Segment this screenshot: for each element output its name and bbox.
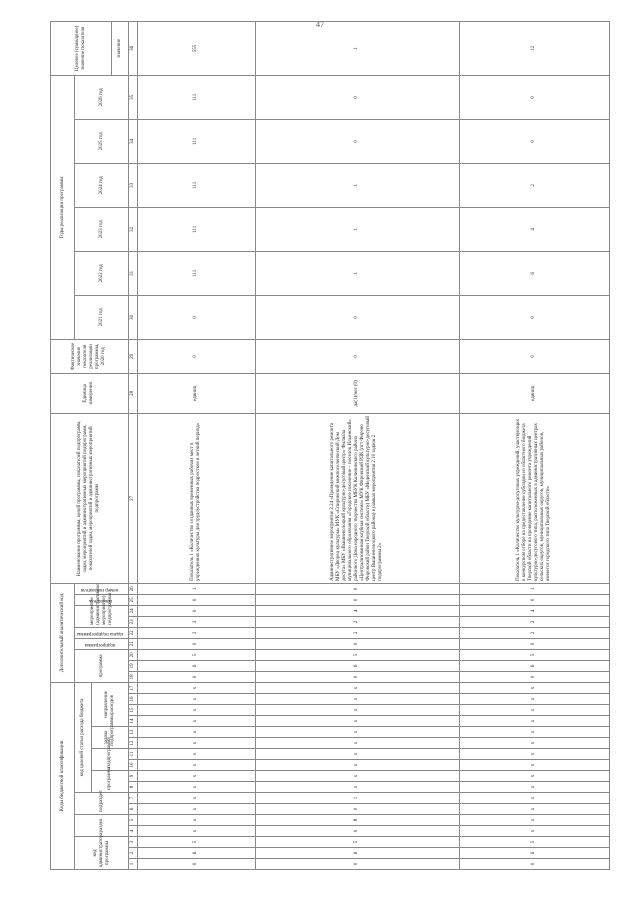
column-number: 7 bbox=[128, 793, 137, 804]
column-number: 13 bbox=[128, 727, 137, 738]
code-cell: 0 bbox=[255, 583, 459, 594]
value-2024: 1 bbox=[255, 163, 459, 207]
code-cell: х bbox=[255, 705, 459, 716]
column-number: 14 bbox=[128, 716, 137, 727]
code-cell: х bbox=[255, 716, 459, 727]
code-cell: 0 bbox=[255, 671, 459, 682]
header-ext-indicator-no: номер показателя bbox=[75, 583, 128, 594]
code-cell: 0 bbox=[255, 826, 459, 837]
value-2024: 111 bbox=[137, 163, 255, 207]
code-cell: 4 bbox=[459, 605, 609, 616]
unit-cell: да(1)/нет (0) bbox=[255, 373, 459, 413]
unit-cell: единиц bbox=[459, 373, 609, 413]
code-cell: 5 bbox=[137, 649, 255, 660]
code-cell: х bbox=[255, 749, 459, 760]
value-2021: 0 bbox=[255, 295, 459, 339]
code-cell: х bbox=[137, 694, 255, 705]
code-cell: 5 bbox=[459, 649, 609, 660]
column-number: 18 bbox=[128, 671, 137, 682]
code-cell: 2 bbox=[255, 627, 459, 638]
code-cell: х bbox=[137, 760, 255, 771]
table-row bbox=[459, 21, 609, 869]
header-extra-code: Дополнительный аналитический код bbox=[51, 583, 75, 682]
column-number: 17 bbox=[128, 682, 137, 693]
code-cell: х bbox=[137, 705, 255, 716]
code-cell: х bbox=[459, 826, 609, 837]
code-cell: х bbox=[459, 694, 609, 705]
code-cell: 2 bbox=[459, 627, 609, 638]
column-number: 10 bbox=[128, 760, 137, 771]
column-number: 25 bbox=[128, 594, 137, 605]
code-cell: 0 bbox=[137, 859, 255, 870]
header-years: Годы реализации программы bbox=[51, 75, 75, 339]
code-cell: 6 bbox=[459, 660, 609, 671]
code-cell: х bbox=[137, 682, 255, 693]
header-budget-codes: Коды бюджетной классификации bbox=[51, 682, 75, 869]
column-number: 22 bbox=[128, 627, 137, 638]
code-cell: х bbox=[255, 782, 459, 793]
header-name: Наименование программы, целей программы, показателей подпрограмм, задач, мероприятий и административных мероприятий подпрограмм, показателей задач, мероприятий и административных мероприятий подпрограмм bbox=[51, 413, 129, 583]
header-ext-program: программа bbox=[75, 649, 128, 682]
header-2022: 2022 год bbox=[75, 251, 128, 295]
value-2024: 2 bbox=[459, 163, 609, 207]
code-cell: х bbox=[459, 815, 609, 826]
value-2026: 0 bbox=[255, 75, 459, 119]
landscape-table bbox=[50, 25, 610, 870]
code-cell: х bbox=[459, 738, 609, 749]
code-cell: х bbox=[459, 716, 609, 727]
column-number: 3 bbox=[128, 837, 137, 848]
header-actual: Фактическое значение показателя реализации программы, 2020 год bbox=[51, 339, 129, 373]
code-cell: х bbox=[137, 727, 255, 738]
target-cell: 1 bbox=[255, 21, 459, 75]
value-2026: 0 bbox=[459, 75, 609, 119]
value-2023: 1 bbox=[255, 207, 459, 251]
column-number: 6 bbox=[128, 804, 137, 815]
value-2025: 0 bbox=[255, 119, 459, 163]
column-number: 16 bbox=[128, 694, 137, 705]
code-cell: 1 bbox=[255, 793, 459, 804]
column-number: 27 bbox=[128, 413, 137, 583]
header-section: раздел bbox=[75, 815, 128, 837]
target-cell: 555 bbox=[137, 21, 255, 75]
value-2022: 1 bbox=[255, 251, 459, 295]
code-cell: 0 bbox=[137, 594, 255, 605]
value-2022: 111 bbox=[137, 251, 255, 295]
column-number: 20 bbox=[128, 649, 137, 660]
value-2022: 6 bbox=[459, 251, 609, 295]
column-number: 12 bbox=[128, 738, 137, 749]
code-cell: х bbox=[459, 682, 609, 693]
code-cell: 5 bbox=[459, 837, 609, 848]
code-cell: х bbox=[459, 771, 609, 782]
code-cell: х bbox=[459, 749, 609, 760]
code-cell: 0 bbox=[255, 859, 459, 870]
header-ext-task: задача подпрограммы bbox=[75, 627, 128, 638]
column-number: 28 bbox=[128, 373, 137, 413]
column-number: 30 bbox=[128, 295, 137, 339]
code-cell: 6 bbox=[255, 848, 459, 859]
indicator-name: Показатель 1 «Количество созданных временных рабочих мест в учреждениях культуры для трудоустройства подростков в летний период» bbox=[137, 413, 255, 583]
header-subsection: подраздел bbox=[75, 793, 128, 815]
column-number: 31 bbox=[128, 251, 137, 295]
rotated-table-container bbox=[50, 25, 610, 870]
value-2025: 0 bbox=[459, 119, 609, 163]
code-cell: х bbox=[459, 727, 609, 738]
value-2026: 111 bbox=[137, 75, 255, 119]
code-cell: х bbox=[137, 771, 255, 782]
column-number: 21 bbox=[128, 638, 137, 649]
code-cell: 2 bbox=[255, 616, 459, 627]
header-admin-code: код администратора программы bbox=[75, 837, 128, 870]
code-cell: 8 bbox=[255, 815, 459, 826]
column-number: 4 bbox=[128, 826, 137, 837]
header-target: Целевое (суммарное) значение показателя bbox=[51, 21, 112, 75]
code-cell: х bbox=[137, 782, 255, 793]
column-number: 29 bbox=[128, 339, 137, 373]
code-cell: 6 bbox=[137, 848, 255, 859]
code-cell: х bbox=[459, 760, 609, 771]
value-2021: 0 bbox=[459, 295, 609, 339]
page-number: 47 bbox=[316, 20, 324, 29]
code-cell: х bbox=[255, 682, 459, 693]
column-number: 9 bbox=[128, 771, 137, 782]
actual-cell: 0 bbox=[255, 339, 459, 373]
actual-cell: 0 bbox=[137, 339, 255, 373]
code-cell: 4 bbox=[255, 605, 459, 616]
code-cell: х bbox=[137, 749, 255, 760]
column-number: 33 bbox=[128, 163, 137, 207]
code-cell: 5 bbox=[255, 649, 459, 660]
code-cell: х bbox=[255, 694, 459, 705]
code-cell: 6 bbox=[459, 848, 609, 859]
code-cell: х bbox=[137, 826, 255, 837]
code-cell: 1 bbox=[459, 583, 609, 594]
header-2023: 2023 год bbox=[75, 207, 128, 251]
code-cell: 0 bbox=[137, 671, 255, 682]
code-cell: х bbox=[255, 771, 459, 782]
column-numbers-row bbox=[128, 21, 137, 869]
header-ext-measure: мероприятие (административное мероприятие) подпрограммы bbox=[75, 605, 128, 627]
code-cell: 0 bbox=[459, 671, 609, 682]
code-cell: х bbox=[459, 705, 609, 716]
column-number: 34 bbox=[128, 119, 137, 163]
code-cell: х bbox=[255, 727, 459, 738]
actual-cell: 0 bbox=[459, 339, 609, 373]
column-number: 19 bbox=[128, 660, 137, 671]
header-target-value: значение bbox=[112, 21, 128, 75]
program-indicators-table bbox=[50, 21, 610, 870]
header-2025: 2025 год bbox=[75, 119, 128, 163]
column-number: 8 bbox=[128, 782, 137, 793]
code-cell: 6 bbox=[137, 660, 255, 671]
code-cell: х bbox=[459, 804, 609, 815]
header-program: программа bbox=[91, 771, 128, 793]
header-ext-subprogram: подпрограмма bbox=[75, 638, 128, 649]
code-cell: х bbox=[137, 793, 255, 804]
header-2026: 2026 год bbox=[75, 75, 128, 119]
table-row bbox=[137, 21, 255, 869]
code-cell: 0 bbox=[255, 804, 459, 815]
column-number: 2 bbox=[128, 848, 137, 859]
code-cell: 2 bbox=[459, 616, 609, 627]
code-cell: 3 bbox=[137, 616, 255, 627]
code-cell: х bbox=[137, 738, 255, 749]
target-cell: 12 bbox=[459, 21, 609, 75]
code-cell: 0 bbox=[137, 605, 255, 616]
code-cell: х bbox=[459, 782, 609, 793]
column-number: 15 bbox=[128, 705, 137, 716]
code-cell: 0 bbox=[459, 594, 609, 605]
code-cell: 2 bbox=[137, 627, 255, 638]
column-number: 36 bbox=[128, 21, 137, 75]
code-cell: х bbox=[255, 738, 459, 749]
code-cell: 0 bbox=[459, 859, 609, 870]
value-2023: 111 bbox=[137, 207, 255, 251]
code-cell: 0 bbox=[255, 638, 459, 649]
header-expense-item: код целевой статьи расхода бюджета bbox=[75, 682, 91, 792]
header-ext-indicator: показатель bbox=[75, 594, 128, 605]
code-cell: х bbox=[137, 716, 255, 727]
header-subprogram: подпрограмма bbox=[91, 749, 128, 771]
header-2021: 2021 год bbox=[75, 295, 128, 339]
column-number: 35 bbox=[128, 75, 137, 119]
indicator-name: Административное мероприятие 2.24 «Проведение капитального ремонта МБУ «Дворец культуры» МУК «Спиринский межпоселенческий Дом досуга» МБУ «Вышневолоцкий культурно-досуговый центр» Филиала муниципального образования «Городское поселение – поселок Ильинский» районного Дома народного творчества МБУК Калининского района «Централизованная клубная система» МУК Фировский РДК (пгт Фирово Фировский район Тверской области) МБУ «Меденский культурно-досуговый центр Вышневолоцкого района) в рамках мероприятия 2.10 задачи 2 подпрограммы 2» bbox=[255, 413, 459, 583]
column-number: 23 bbox=[128, 616, 137, 627]
table-row bbox=[255, 21, 459, 869]
header-task: задача подпрограммы bbox=[91, 727, 128, 749]
column-number: 26 bbox=[128, 583, 137, 594]
column-number: 32 bbox=[128, 207, 137, 251]
column-number: 24 bbox=[128, 605, 137, 616]
code-cell: х bbox=[255, 760, 459, 771]
code-cell: 5 bbox=[255, 837, 459, 848]
header-2024: 2024 год bbox=[75, 163, 128, 207]
code-cell: х bbox=[137, 804, 255, 815]
code-cell: 0 bbox=[137, 638, 255, 649]
column-number: 11 bbox=[128, 749, 137, 760]
header-unit: Единица измерения bbox=[51, 373, 129, 413]
unit-cell: единиц bbox=[137, 373, 255, 413]
indicator-name: Показатель 1 «Количество культурно-досуговых учреждений, участвующих в конкурсном отборе на предоставление субсидии из областного бюджета Тверской области на проведение капитального ремонта учреждений культурно-досугового типа, расположенных в административных центрах сельских округов, муниципальных округов, муниципальных районов, является городского типа Тверской области» bbox=[459, 413, 609, 583]
value-2021: 0 bbox=[137, 295, 255, 339]
value-2023: 4 bbox=[459, 207, 609, 251]
value-2025: 111 bbox=[137, 119, 255, 163]
code-cell: 0 bbox=[459, 638, 609, 649]
code-cell: 5 bbox=[137, 837, 255, 848]
code-cell: х bbox=[137, 815, 255, 826]
header-expense-direction: направление расходов bbox=[91, 682, 128, 726]
code-cell: 1 bbox=[137, 583, 255, 594]
code-cell: 0 bbox=[255, 594, 459, 605]
column-number: 5 bbox=[128, 815, 137, 826]
column-number: 1 bbox=[128, 859, 137, 870]
code-cell: х bbox=[459, 793, 609, 804]
code-cell: 6 bbox=[255, 660, 459, 671]
